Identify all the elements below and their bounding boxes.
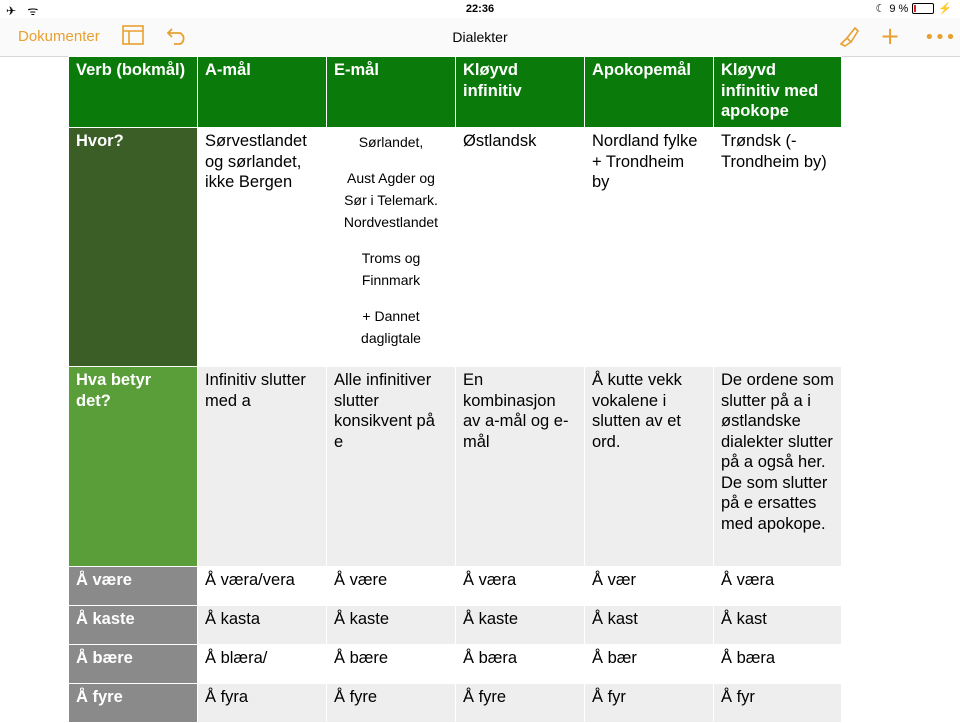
dialect-table — [68, 56, 842, 723]
row-header[interactable]: Å fyre — [69, 684, 198, 723]
row-header[interactable]: Å bære — [69, 645, 198, 684]
status-time: 22:36 — [465, 3, 495, 15]
row-header[interactable]: Hvor? — [69, 128, 198, 367]
airplane-wifi-icons: ✈ ᯤ — [6, 4, 43, 18]
table-row-fyre — [69, 684, 842, 723]
table-cell[interactable]: Å vær — [585, 567, 714, 606]
row-header[interactable]: Å være — [69, 567, 198, 606]
battery-fill — [914, 5, 916, 12]
table-cell[interactable]: Å væra — [714, 567, 842, 606]
header-cell[interactable]: Kløyvd infinitiv — [456, 57, 585, 128]
table-row-baere — [69, 645, 842, 684]
moon-icon: ☾ — [875, 3, 886, 15]
row-header[interactable]: Hva betyr det? — [69, 367, 198, 567]
status-bar — [0, 0, 960, 18]
row-header[interactable]: Å kaste — [69, 606, 198, 645]
paintbrush-icon[interactable] — [838, 25, 860, 51]
table-cell[interactable]: Å fyra — [198, 684, 327, 723]
table-cell[interactable]: Å væra — [456, 567, 585, 606]
table-cell[interactable]: Å blæra/ — [198, 645, 327, 684]
table-row-kaste — [69, 606, 842, 645]
table-cell[interactable]: Å kast — [585, 606, 714, 645]
cell-paragraph: Troms og Finnmark — [361, 250, 421, 288]
document-title: Dialekter — [452, 29, 508, 45]
table-cell-e-maal[interactable] — [327, 128, 456, 367]
documents-button[interactable]: Dokumenter — [18, 28, 100, 45]
table-cell[interactable]: Sørvestlandet og sørlandet, ikke Bergen — [198, 128, 327, 367]
table-row-vaere — [69, 567, 842, 606]
table-cell[interactable]: Å bæra — [714, 645, 842, 684]
cell-paragraph: Sørlandet, — [358, 134, 424, 150]
toolbar — [0, 18, 960, 57]
table-cell[interactable]: Nordland fylke + Trondheim by — [585, 128, 714, 367]
battery-icon — [912, 3, 934, 14]
cell-paragraph: + Dannet dagligtale — [361, 308, 421, 346]
table-cell[interactable]: Infinitiv slutter med a — [198, 367, 327, 567]
table-cell[interactable]: Å kaste — [327, 606, 456, 645]
header-row — [69, 57, 842, 128]
more-icon[interactable]: ••• — [924, 27, 956, 48]
status-right — [875, 2, 952, 15]
table-cell[interactable]: Å bær — [585, 645, 714, 684]
table-cell[interactable]: Å være — [327, 567, 456, 606]
battery-percent: 9 % — [889, 2, 909, 15]
table-cell[interactable]: Å fyre — [327, 684, 456, 723]
header-cell[interactable]: A-mål — [198, 57, 327, 128]
table-cell[interactable]: Å kasta — [198, 606, 327, 645]
table-cell[interactable]: Å kutte vekk vokalene i slutten av et ord. — [585, 367, 714, 567]
table-cell[interactable]: Trøndsk (-Trondheim by) — [714, 128, 842, 367]
header-cell[interactable]: Kløyvd infinitiv med apokope — [714, 57, 842, 128]
table-cell[interactable]: Å kast — [714, 606, 842, 645]
table-row-hvor — [69, 128, 842, 367]
table-cell[interactable]: En kombinasjon av a-mål og e-mål — [456, 367, 585, 567]
table-cell[interactable]: Å kaste — [456, 606, 585, 645]
table-cell[interactable]: Å bæra — [456, 645, 585, 684]
table-cell[interactable]: Alle infinitiver slutter konsikvent på e — [327, 367, 456, 567]
charging-icon: ⚡ — [938, 3, 952, 15]
table-cell[interactable]: Å fyr — [714, 684, 842, 723]
table-cell[interactable]: Østlandsk — [456, 128, 585, 367]
table-cell[interactable]: Å fyr — [585, 684, 714, 723]
header-cell[interactable]: Verb (bokmål) — [69, 57, 198, 128]
cell-paragraph: Aust Agder og Sør i Telemark. Nordvestlandet — [343, 170, 439, 230]
table-cell[interactable]: Å væra/vera — [198, 567, 327, 606]
table-cell[interactable]: Å bære — [327, 645, 456, 684]
plus-icon[interactable]: + — [880, 22, 901, 50]
table-cell[interactable]: Å fyre — [456, 684, 585, 723]
table-row-hva — [69, 367, 842, 567]
header-cell[interactable]: Apokopemål — [585, 57, 714, 128]
header-cell[interactable]: E-mål — [327, 57, 456, 128]
table-cell[interactable]: De ordene som slutter på a i østlandske dialekter slutter på a også her. De som slutter på e ersattes med apokope. — [714, 367, 842, 567]
document-page — [68, 56, 841, 723]
